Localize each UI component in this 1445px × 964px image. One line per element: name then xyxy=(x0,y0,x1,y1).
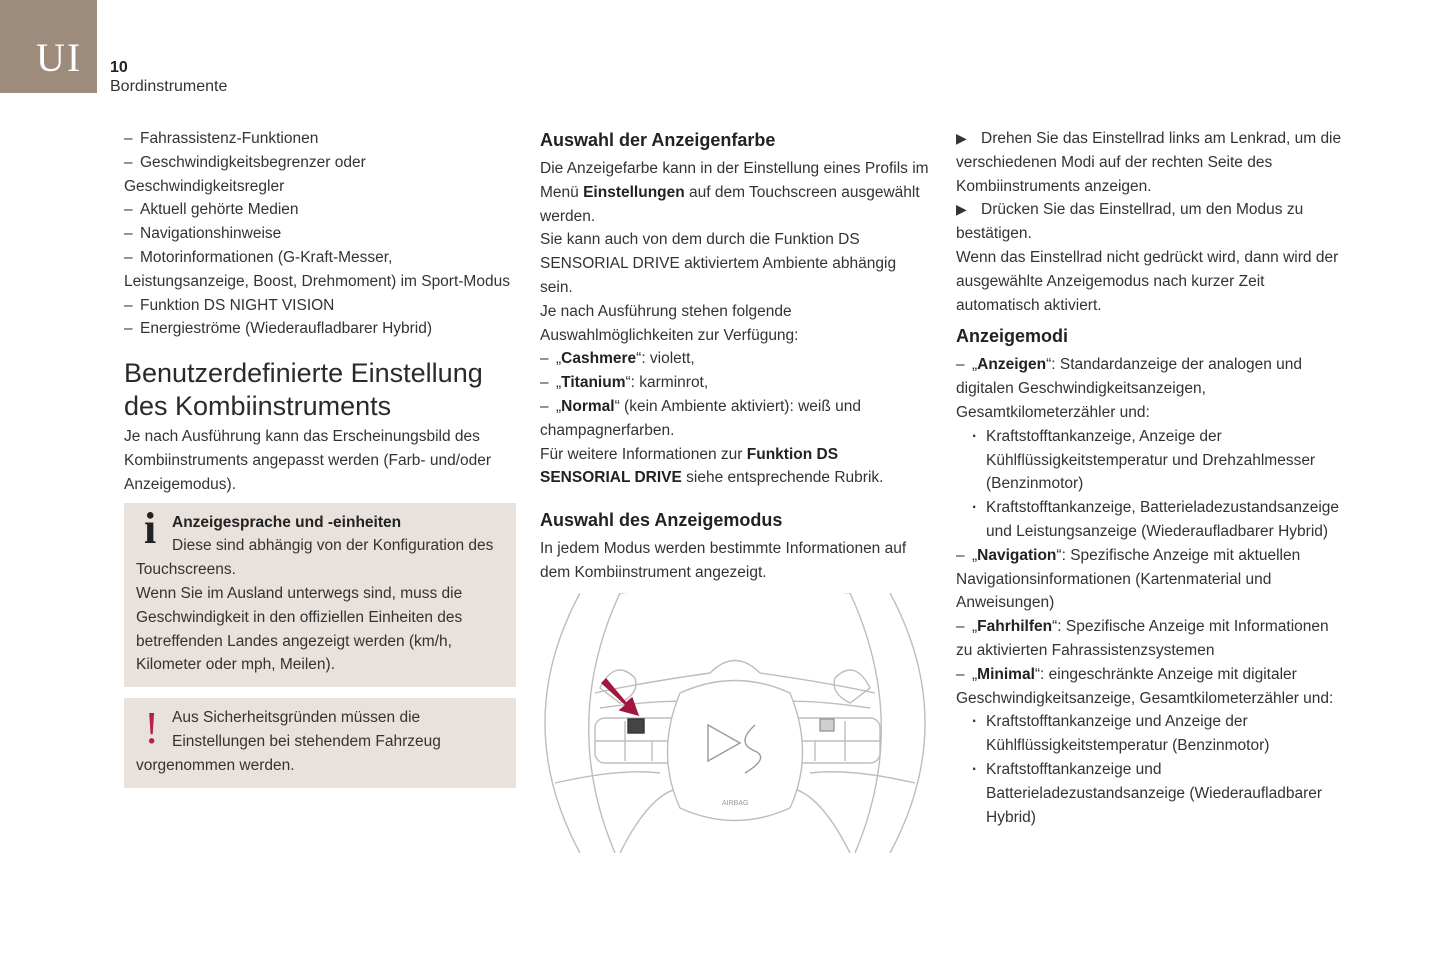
mode-bullets xyxy=(956,425,1348,544)
intro-text: Je nach Ausführung kann das Erscheinungsbild des Kombiinstruments angepasst werden (Farb- und/oder Anzeigemodus). xyxy=(124,428,492,493)
instruction-step: ▶ Drücken Sie das Einstellrad, um den Modus zu bestätigen. xyxy=(956,198,1348,246)
paragraph: Sie kann auch von dem durch die Funktion DS SENSORIAL DRIVE aktiviertem Ambiente abhängig sein. xyxy=(540,231,897,296)
mode-item: – „Minimal“: eingeschränkte Anzeige mit digitaler Geschwindigkeitsanzeige, Gesamtkilometerzähler und: xyxy=(956,665,1334,707)
list-item: – Fahrassistenz-Funktionen xyxy=(124,130,319,147)
warning-icon: ! xyxy=(144,702,160,754)
warning-box-text: Aus Sicherheitsgründen müssen die Einstellungen bei stehendem Fahrzeug vorgenommen werden. xyxy=(136,709,441,774)
info-box xyxy=(124,503,516,688)
list-item: – Motorinformationen (G-Kraft-Messer, Leistungsanzeige, Boost, Drehmoment) im Sport-Modus xyxy=(124,248,510,290)
color-option: – „Titanium“: karminrot, xyxy=(540,374,709,392)
mode-item: – „Fahrhilfen“: Spezifische Anzeige mit Informationen zu aktivierten Fahrassistenzsystemen xyxy=(956,618,1329,659)
mode-item: – „Anzeigen“: Standardanzeige der analogen und digitalen Geschwindigkeitsanzeigen, Gesamtkilometerzähler und: xyxy=(956,356,1303,421)
page-number: 10 xyxy=(110,59,128,76)
list-item: – Energieströme (Wiederaufladbarer Hybrid) xyxy=(124,320,433,338)
color-option: – „Cashmere“: violett, xyxy=(540,350,695,368)
bullet-item: · Kraftstofftankanzeige und Anzeige der Kühlflüssigkeitstemperatur (Benzinmotor) xyxy=(970,710,1348,758)
heading-color-selection: Auswahl der Anzeigenfarbe xyxy=(540,130,776,150)
warning-box xyxy=(124,698,516,787)
list-item: – Geschwindigkeitsbegrenzer oder Geschwindigkeitsregler xyxy=(124,153,366,195)
info-icon: i xyxy=(144,503,157,553)
section-title: Bordinstrumente xyxy=(110,78,228,95)
play-arrow-icon: ▶ xyxy=(956,201,967,218)
play-arrow-icon: ▶ xyxy=(956,130,967,146)
info-box-text: Diese sind abhängig von der Konfiguration des Touchscreens. xyxy=(136,537,494,579)
list-item: – Navigationshinweise xyxy=(124,225,282,243)
paragraph: Die Anzeigefarbe kann in der Einstellung eines Profils im Menü Einstellungen auf dem Touchscreen ausgewählt werden. xyxy=(540,160,929,225)
info-box-title: Anzeigesprache und -einheiten xyxy=(172,513,402,531)
column-3 xyxy=(956,127,1348,829)
list-item: – Aktuell gehörte Medien xyxy=(124,201,299,219)
svg-text:AIRBAG: AIRBAG xyxy=(722,799,749,807)
paragraph: Wenn das Einstellrad nicht gedrückt wird, dann wird der ausgewählte Anzeigemodus nach kurzer Zeit automatisch aktiviert. xyxy=(956,248,1339,314)
chapter-number: UI xyxy=(36,35,83,80)
paragraph: In jedem Modus werden bestimmte Informationen auf dem Kombiinstrument angezeigt. xyxy=(540,540,907,581)
column-1 xyxy=(124,127,516,788)
section-heading: Benutzerdefinierte Einstellung des Kombiinstruments xyxy=(124,358,483,422)
instruction-step: ▶ Drehen Sie das Einstellrad links am Lenkrad, um die verschiedenen Modi auf der rechten Seite des Kombiinstruments anzeigen. xyxy=(956,127,1348,198)
paragraph: Je nach Ausführung stehen folgende Auswahlmöglichkeiten zur Verfügung: xyxy=(540,302,799,344)
heading-display-modes: Anzeigemodi xyxy=(956,326,1069,347)
paragraph: Für weitere Informationen zur Funktion DS SENSORIAL DRIVE siehe entsprechende Rubrik. xyxy=(540,445,884,487)
list-item: – Funktion DS NIGHT VISION xyxy=(124,296,335,314)
column-2 xyxy=(540,127,932,861)
mode-bullets xyxy=(956,710,1348,829)
chapter-tab xyxy=(0,0,97,93)
mode-item: – „Navigation“: Spezifische Anzeige mit aktuellen Navigationsinformationen (Kartenmaterial und Anweisungen) xyxy=(956,546,1301,612)
info-box-text: Wenn Sie im Ausland unterwegs sind, muss die Geschwindigkeit in den offiziellen Einheiten des betreffenden Landes angezeigt werden (km/h, Kilometer oder mph, Meilen). xyxy=(136,584,463,674)
color-option: – „Normal“ (kein Ambiente aktiviert): weiß und champagnerfarben. xyxy=(540,397,861,439)
bullet-item: · Kraftstofftankanzeige, Batterieladezustandsanzeige und Leistungsanzeige (Wiederaufladbarer Hybrid) xyxy=(970,496,1348,544)
bullet-item: · Kraftstofftankanzeige, Anzeige der Kühlflüssigkeitstemperatur und Drehzahlmesser (Benzinmotor) xyxy=(970,425,1348,496)
steering-wheel-illustration xyxy=(540,593,930,853)
heading-mode-selection: Auswahl des Anzeigemodus xyxy=(540,510,783,531)
page-header xyxy=(110,58,227,96)
bullet-item: · Kraftstofftankanzeige und Batterieladezustandsanzeige (Wiederaufladbarer Hybrid) xyxy=(970,758,1348,829)
